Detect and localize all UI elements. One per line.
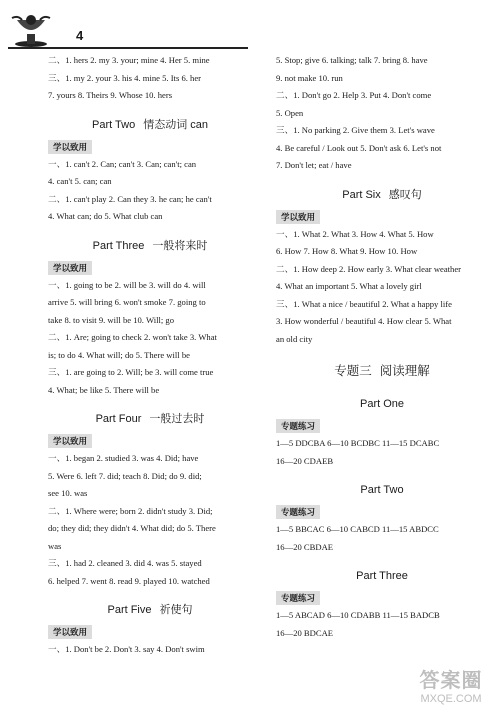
part-title-cn: 一般将来时 [152, 239, 208, 252]
answer-line: 3. How wonderful / beautiful 4. How clear 5. What [276, 316, 452, 326]
page-number: 4 [76, 28, 84, 43]
answer-line: 16—20 CBDAE [276, 541, 334, 552]
answer-line: 一、1. Don't be 2. Don't 3. say 4. Don't swim [48, 644, 205, 654]
answer-line: 5. Open [276, 107, 304, 118]
answer-line: 二、1. can't play 2. Can they 3. he can; he can't [48, 193, 212, 204]
answer-line: 6. How 7. How 8. What 9. How 10. How [276, 246, 418, 256]
answer-line: 4. can't 5. can; can [48, 176, 112, 186]
part-two-heading [48, 113, 252, 137]
answer-line: 二、1. Are; going to check 2. won't take 3. What [48, 332, 217, 342]
part-three-heading [48, 234, 252, 258]
answer-line: 6. helped 7. went 8. read 9. played 10. watched [48, 575, 210, 586]
answer-line: 二、1. Where were; born 2. didn't study 3. Did; [48, 505, 213, 516]
part-title-cn: 感叹句 [388, 188, 422, 201]
header-rule [8, 47, 248, 49]
part-title: Part Two [91, 118, 136, 131]
section-label: 学以致用 [276, 210, 320, 224]
answer-line: 三、1. What a nice / beautiful 2. What a happy life [276, 298, 452, 309]
answer-line: 三、1. had 2. cleaned 3. did 4. was 5. stayed [48, 558, 202, 568]
watermark-url: MXQE.COM [420, 693, 482, 705]
answer-line: see 10. was [48, 488, 88, 498]
part-five-heading [48, 598, 252, 622]
part-title-cn: 祈使句 [159, 604, 193, 616]
part-title: Part Five [107, 604, 152, 616]
section-label: 学以致用 [48, 140, 92, 154]
section-label: 学以致用 [48, 434, 92, 448]
topic-part-three-heading: Part Three [356, 570, 408, 582]
answer-line: 5. Stop; give 6. talking; talk 7. bring 8. have [276, 55, 428, 65]
watermark-text: 答案圈 [419, 670, 483, 692]
trophy-icon [8, 14, 54, 48]
answer-line: 三、1. No parking 2. Give them 3. Let's wave [276, 125, 435, 135]
topic-heading [276, 358, 488, 384]
page-header [0, 0, 500, 52]
answer-line: 4. What an important 5. What a lovely girl [276, 281, 422, 291]
topic-title: 专题三 [334, 364, 372, 378]
answer-line: 4. Be careful / Look out 5. Don't ask 6. Let's not [276, 142, 442, 153]
answer-line: 二、1. hers 2. my 3. your; mine 4. Her 5. mine [48, 55, 210, 65]
answer-line: 7. yours 8. Theirs 9. Whose 10. hers [48, 90, 173, 100]
part-title-cn: 情态动词 can [143, 118, 208, 131]
answer-line: 二、1. How deep 2. How early 3. What clear weather [276, 263, 462, 274]
part-title-cn: 一般过去时 [149, 413, 205, 425]
answer-line: take 8. to visit 9. will be 10. Will; go [48, 314, 175, 325]
part-title: Part Three [92, 239, 145, 252]
watermark-logo [408, 670, 494, 710]
part-title: Part Six [342, 188, 381, 201]
answer-line: is; to do 4. What will; do 5. There will be [48, 349, 190, 360]
answer-line: 一、1. What 2. What 3. How 4. What 5. How [276, 228, 434, 239]
answer-line: 4. What can; do 5. What club can [48, 211, 163, 221]
answer-line: 一、1. began 2. studied 3. was 4. Did; have [48, 453, 199, 463]
section-label: 学以致用 [48, 261, 92, 275]
topic-part-two-heading: Part Two [360, 484, 404, 496]
answer-line: do; they did; they didn't 4. What did; do 5. There [48, 523, 216, 533]
answer-line: 16—20 CDAEB [276, 455, 334, 466]
answer-line: an old city [276, 333, 313, 344]
topic-title-cn: 阅读理解 [379, 364, 430, 378]
part-four-heading [48, 407, 252, 431]
answer-line: 5. Were 6. left 7. did; teach 8. Did; do 9. did; [48, 470, 202, 481]
answer-line: 三、1. are going to 2. Will; be 3. will come true [48, 367, 214, 377]
answer-line: 三、1. my 2. your 3. his 4. mine 5. Its 6. her [48, 72, 202, 83]
answer-line: 一、1. can't 2. Can; can't 3. Can; can't; can [48, 158, 197, 169]
section-label: 学以致用 [48, 625, 92, 639]
answer-line: was [48, 540, 62, 551]
answer-line: arrive 5. will bring 6. won't smoke 7. going to [48, 297, 206, 307]
right-column [276, 52, 488, 642]
section-label: 专题练习 [276, 505, 320, 519]
answer-line: 16—20 BDCAE [276, 627, 334, 638]
answer-line: 1—5 BBCAC 6—10 CABCD 11—15 ABDCC [276, 524, 439, 534]
answer-line: 1—5 ABCAD 6—10 CDABB 11—15 BADCB [276, 610, 440, 620]
answer-line: 1—5 DDCBA 6—10 BCDBC 11—15 DCABC [276, 438, 440, 448]
part-title: Part Four [95, 413, 142, 425]
topic-part-one-heading: Part One [359, 398, 405, 410]
answer-line: 一、1. going to be 2. will be 3. will do 4. will [48, 279, 206, 290]
part-six-heading [276, 183, 488, 207]
section-label: 专题练习 [276, 591, 320, 605]
left-column [48, 52, 252, 659]
answer-line: 7. Don't let; eat / have [276, 160, 352, 170]
answer-line: 二、1. Don't go 2. Help 3. Put 4. Don't come [276, 90, 432, 100]
answer-line: 9. not make 10. run [276, 72, 343, 83]
answer-line: 4. What; be like 5. There will be [48, 384, 160, 395]
section-label: 专题练习 [276, 419, 320, 433]
